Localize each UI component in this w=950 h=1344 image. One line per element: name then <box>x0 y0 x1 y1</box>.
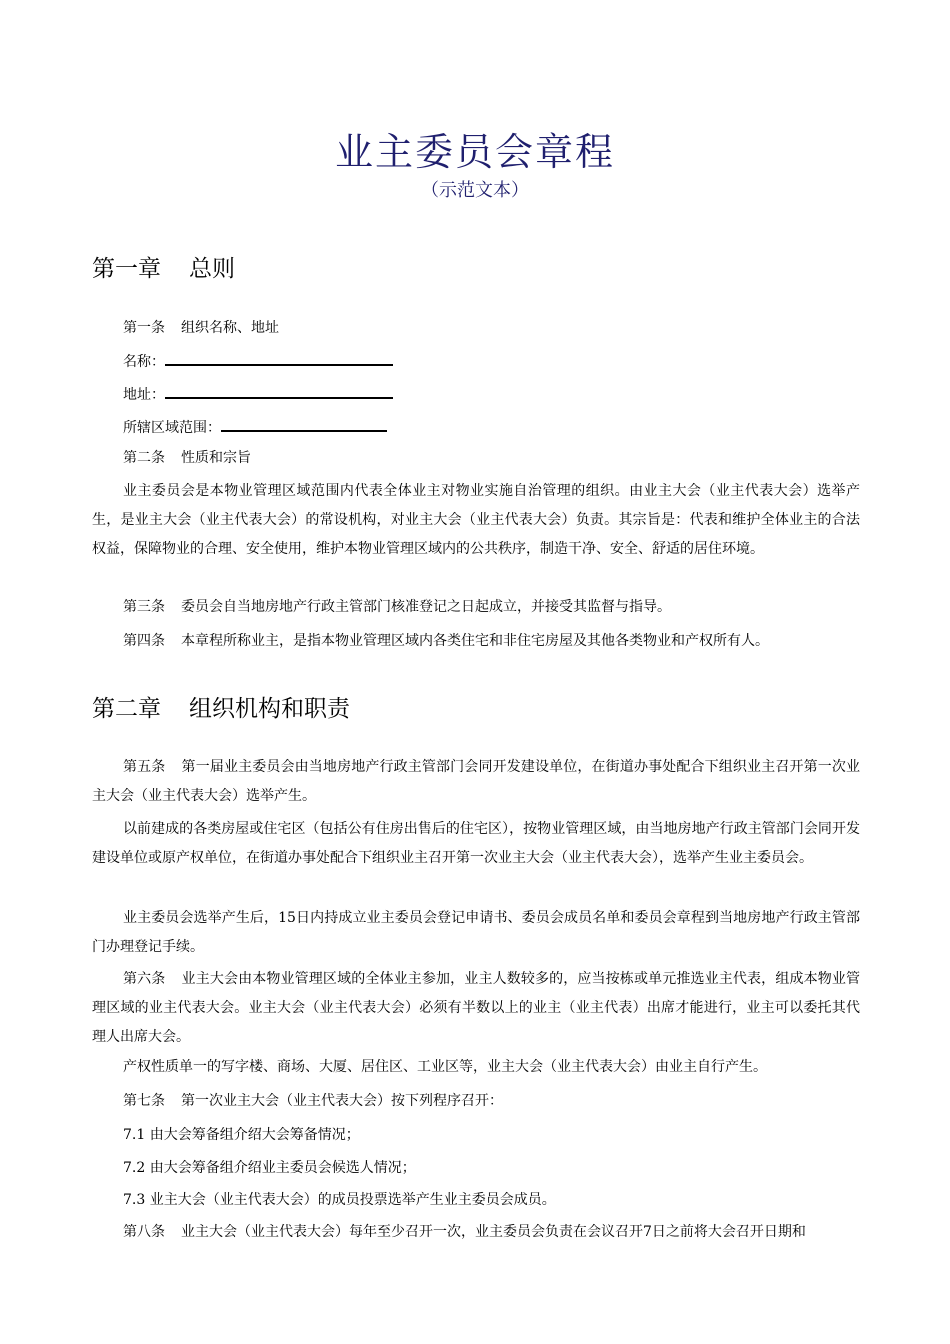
article-3 <box>92 593 860 622</box>
article-4 <box>92 627 860 656</box>
article-4-text: 本章程所称业主，是指本物业管理区域内各类住宅和非住宅房屋及其他各类物业和产权所有人。 <box>181 633 769 649</box>
chapter-2-number: 第二章 <box>92 696 161 722</box>
chapter-1-heading <box>92 254 235 284</box>
paragraph-existing-buildings: 以前建成的各类房屋或住宅区（包括公有住房出售后的住宅区），按物业管理区域，由当地房地产行政主管部门会同开发建设单位或原产权单位，在街道办事处配合下组织业主召开第一次业主大会（业主代表大会），选举产生业主委员会。 <box>92 821 860 866</box>
document-subtitle: （示范文本） <box>421 180 529 201</box>
article-8 <box>92 1218 860 1247</box>
article-1-text: 组织名称、地址 <box>181 320 279 336</box>
field-area-blank <box>221 416 387 432</box>
article-6 <box>92 965 860 1052</box>
article-2 <box>123 448 251 468</box>
article-3-text: 委员会自当地房地产行政主管部门核准登记之日起成立，并接受其监督与指导。 <box>181 599 671 615</box>
chapter-2-heading <box>92 694 350 724</box>
list-item-7-2: 7.2 由大会筹备组介绍业主委员会候选人情况； <box>123 1160 416 1176</box>
article-2-text: 性质和宗旨 <box>181 450 251 466</box>
field-address-label: 地址： <box>123 387 165 403</box>
list-item-7-3: 7.3 业主大会（业主代表大会）的成员投票选举产生业主委员会成员。 <box>123 1192 556 1208</box>
article-2-body: 业主委员会是本物业管理区域范围内代表全体业主对物业实施自治管理的组织。由业主大会（业主代表大会）选举产生，是业主大会（业主代表大会）的常设机构，对业主大会（业主代表大会）负责。其宗旨是：代表和维护全体业主的合法权益，保障物业的合理、安全使用，维护本物业管理区域内的公共秩序，制造干净、安全、舒适的居住环境。 <box>92 483 860 557</box>
article-5-number: 第五条 <box>123 759 166 775</box>
chapter-1-title: 总则 <box>189 256 235 282</box>
field-name-row <box>123 350 393 372</box>
field-address-row <box>123 383 393 405</box>
chapter-2-title: 组织机构和职责 <box>189 696 350 722</box>
article-4-number: 第四条 <box>123 633 165 649</box>
article-7 <box>92 1087 860 1116</box>
paragraph-registration: 业主委员会选举产生后，15日内持成立业主委员会登记申请书、委员会成员名单和委员会章程到当地房地产行政主管部门办理登记手续。 <box>92 910 860 955</box>
article-2-number: 第二条 <box>123 450 165 466</box>
article-7-text: 第一次业主大会（业主代表大会）按下列程序召开： <box>181 1093 503 1109</box>
field-address-blank <box>165 383 393 399</box>
field-area-label: 所辖区域范围： <box>123 420 221 436</box>
list-item-7-1: 7.1 由大会筹备组介绍大会筹备情况； <box>123 1127 360 1143</box>
paragraph-single-property: 产权性质单一的写字楼、商场、大厦、居住区、工业区等，业主大会（业主代表大会）由业主自行产生。 <box>123 1059 767 1075</box>
article-1 <box>123 318 279 338</box>
article-6-number: 第六条 <box>123 971 166 987</box>
chapter-1-number: 第一章 <box>92 256 161 282</box>
field-area-row <box>123 416 387 438</box>
field-name-label: 名称： <box>123 354 165 370</box>
article-8-text: 业主大会（业主代表大会）每年至少召开一次，业主委员会负责在会议召开7日之前将大会召开日期和 <box>181 1224 806 1240</box>
article-7-number: 第七条 <box>123 1093 165 1109</box>
article-3-number: 第三条 <box>123 599 165 615</box>
field-name-blank <box>165 350 393 366</box>
article-5-text: 第一届业主委员会由当地房地产行政主管部门会同开发建设单位，在街道办事处配合下组织业主召开第一次业主大会（业主代表大会）选举产生。 <box>92 759 861 804</box>
article-6-text: 业主大会由本物业管理区域的全体业主参加，业主人数较多的，应当按栋或单元推选业主代表，组成本物业管理区域的业主代表大会。业主大会（业主代表大会）必须有半数以上的业主（业主代表）出席才能进行，业主可以委托其代理人出席大会。 <box>92 971 861 1045</box>
article-1-number: 第一条 <box>123 320 165 336</box>
article-5 <box>92 753 860 811</box>
document-title: 业主委员会章程 <box>334 130 615 174</box>
article-8-number: 第八条 <box>123 1224 165 1240</box>
